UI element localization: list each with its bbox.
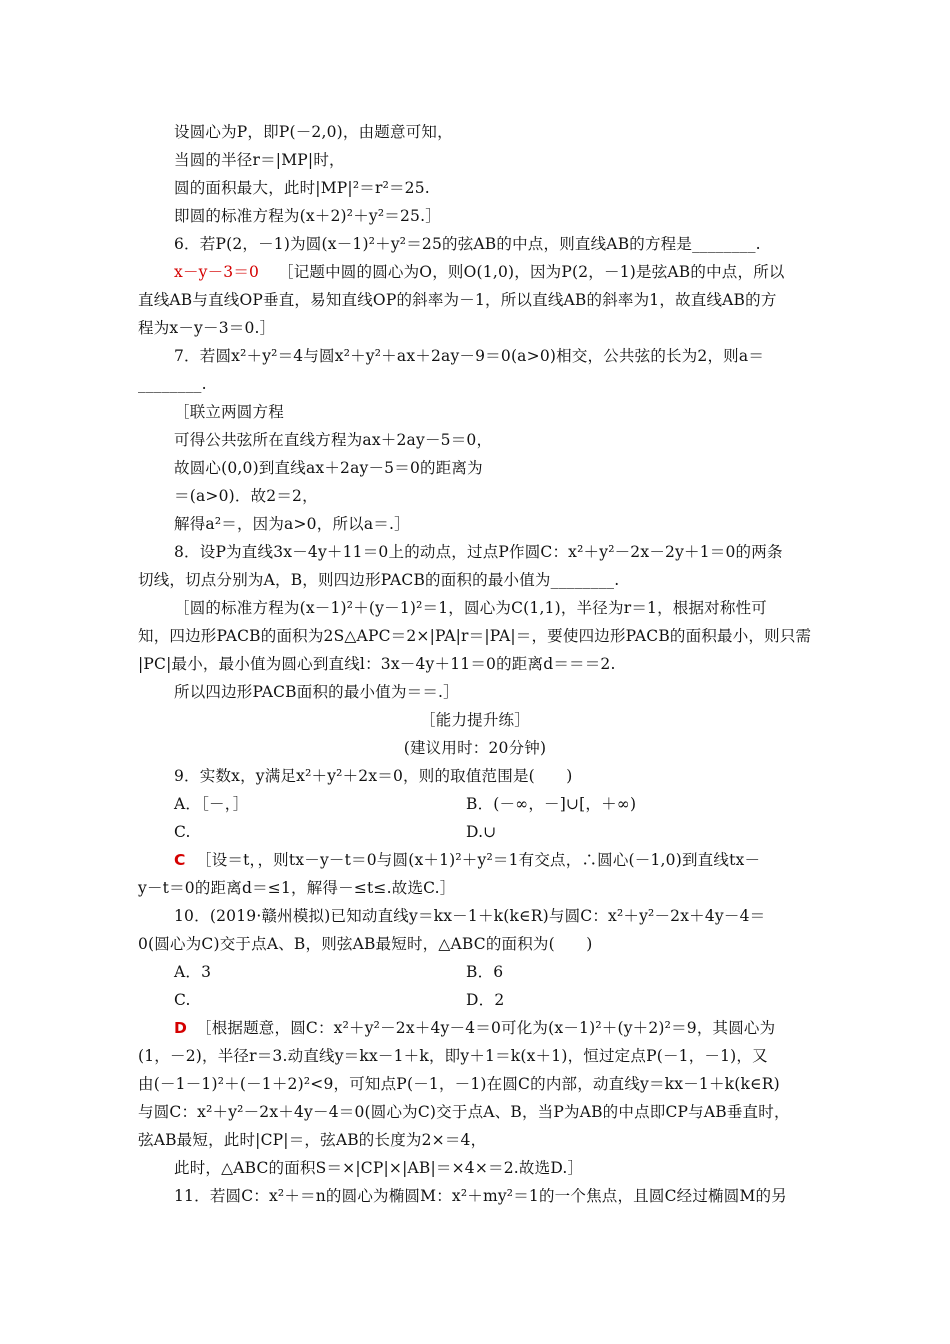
text-line: 当圆的半径r＝|MP|时，: [174, 151, 345, 169]
solution-line: (1，－2)，半径r＝3.动直线y＝kx－1＋k，即y＋1＝k(x＋1)，恒过定点P(－1，－1)，又: [138, 1047, 768, 1065]
option-c: C.: [174, 823, 191, 841]
question-11: 11．若圆C：x²＋＝n的圆心为椭圆M：x²＋my²＝1的一个焦点，且圆C经过椭圆M的另: [174, 1187, 787, 1205]
solution-line: ［圆的标准方程为(x－1)²＋(y－1)²＝1，圆心为C(1,1)，半径为r＝1，根据对称性可: [174, 599, 767, 617]
answer-9: C: [174, 851, 186, 869]
question-6: 6．若P(2，－1)为圆(x－1)²＋y²＝25的弦AB的中点，则直线AB的方程是________.: [174, 235, 761, 253]
option-d: D.∪: [466, 823, 497, 841]
text-line: 即圆的标准方程为(x＋2)²＋y²＝25.］: [174, 207, 441, 225]
solution-line: ＝(a>0)．故2＝2，: [174, 487, 318, 505]
question-10: 10．(2019·赣州模拟)已知动直线y＝kx－1＋k(k∈R)与圆C：x²＋y²－2x＋4y－4＝: [174, 907, 766, 925]
solution-line: 弦AB最短，此时|CP|＝，弦AB的长度为2×＝4，: [138, 1131, 487, 1149]
solution-line: 可得公共弦所在直线方程为ax＋2ay－5＝0，: [174, 431, 493, 449]
option-b: B．6: [466, 963, 504, 981]
text-line: 圆的面积最大，此时|MP|²＝r²＝25.: [174, 179, 430, 197]
solution-line: y－t＝0的距离d＝≤1，解得－≤t≤.故选C.］: [138, 879, 456, 897]
section-heading: ［能力提升练］: [420, 711, 530, 729]
option-d: D．2: [466, 991, 505, 1009]
solution-line: ［记题中圆的圆心为O，则O(1,0)，因为P(2，－1)是弦AB的中点，所以: [278, 263, 785, 281]
question-7: 7．若圆x²＋y²＝4与圆x²＋y²＋ax＋2ay－9＝0(a>0)相交，公共弦的长为2，则a＝: [174, 347, 765, 365]
question-10-cont: 0(圆心为C)交于点A、B，则弦AB最短时，△ABC的面积为( ): [138, 935, 593, 953]
option-b: B．(－∞，－]∪[，＋∞): [466, 795, 637, 813]
answer-10: D: [174, 1019, 188, 1037]
solution-line: 知，四边形PACB的面积为2S△APC＝2×|PA|r＝|PA|＝，要使四边形PACB的面积最小，则只需: [138, 627, 812, 645]
solution-line: |PC|最小，最小值为圆心到直线l：3x－4y＋11＝0的距离d＝＝＝2.: [138, 655, 616, 673]
option-a: A．3: [174, 963, 212, 981]
solution-line: 与圆C：x²＋y²－2x＋4y－4＝0(圆心为C)交于点A、B，当P为AB的中点即CP与AB垂直时，: [138, 1103, 790, 1121]
solution-line: 此时，△ABC的面积S＝×|CP|×|AB|＝×4×＝2.故选D.］: [174, 1159, 584, 1177]
solution-line: 程为x－y－3＝0.］: [138, 319, 276, 337]
section-subheading: (建议用时：20分钟): [403, 739, 547, 757]
solution-line: ［设＝t，，则tx－y－t＝0与圆(x＋1)²＋y²＝1有交点，∴圆心(－1,0)到直线tx－: [196, 851, 761, 869]
question-9: 9．实数x，y满足x²＋y²＋2x＝0，则的取值范围是( ): [174, 767, 573, 785]
solution-line: 所以四边形PACB面积的最小值为＝＝.］: [174, 683, 459, 701]
blank-line: ________.: [138, 375, 207, 393]
text-line: 设圆心为P，即P(－2,0)，由题意可知，: [174, 123, 453, 141]
solution-line: 由(－1－1)²＋(－1＋2)²<9，可知点P(－1，－1)在圆C的内部，动直线y＝kx－1＋k(k∈R): [138, 1075, 780, 1093]
solution-line: 直线AB与直线OP垂直，易知直线OP的斜率为－1，所以直线AB的斜率为1，故直线AB的方: [138, 291, 777, 309]
question-8: 8．设P为直线3x－4y＋11＝0上的动点，过点P作圆C：x²＋y²－2x－2y＋1＝0的两条: [174, 543, 783, 561]
option-a: A．［－，］: [174, 795, 249, 813]
solution-line: ［联立两圆方程: [174, 403, 284, 421]
solution-line: ［根据题意，圆C：x²＋y²－2x＋4y－4＝0可化为(x－1)²＋(y＋2)²＝9，其圆心为: [196, 1019, 776, 1037]
solution-line: 解得a²＝，因为a>0，所以a＝.］: [174, 515, 410, 533]
solution-line: 故圆心(0,0)到直线ax＋2ay－5＝0的距离为: [174, 459, 483, 477]
answer-6: x－y－3＝0: [174, 263, 260, 281]
question-8-cont: 切线，切点分别为A，B，则四边形PACB的面积的最小值为________.: [138, 571, 620, 589]
option-c: C.: [174, 991, 191, 1009]
